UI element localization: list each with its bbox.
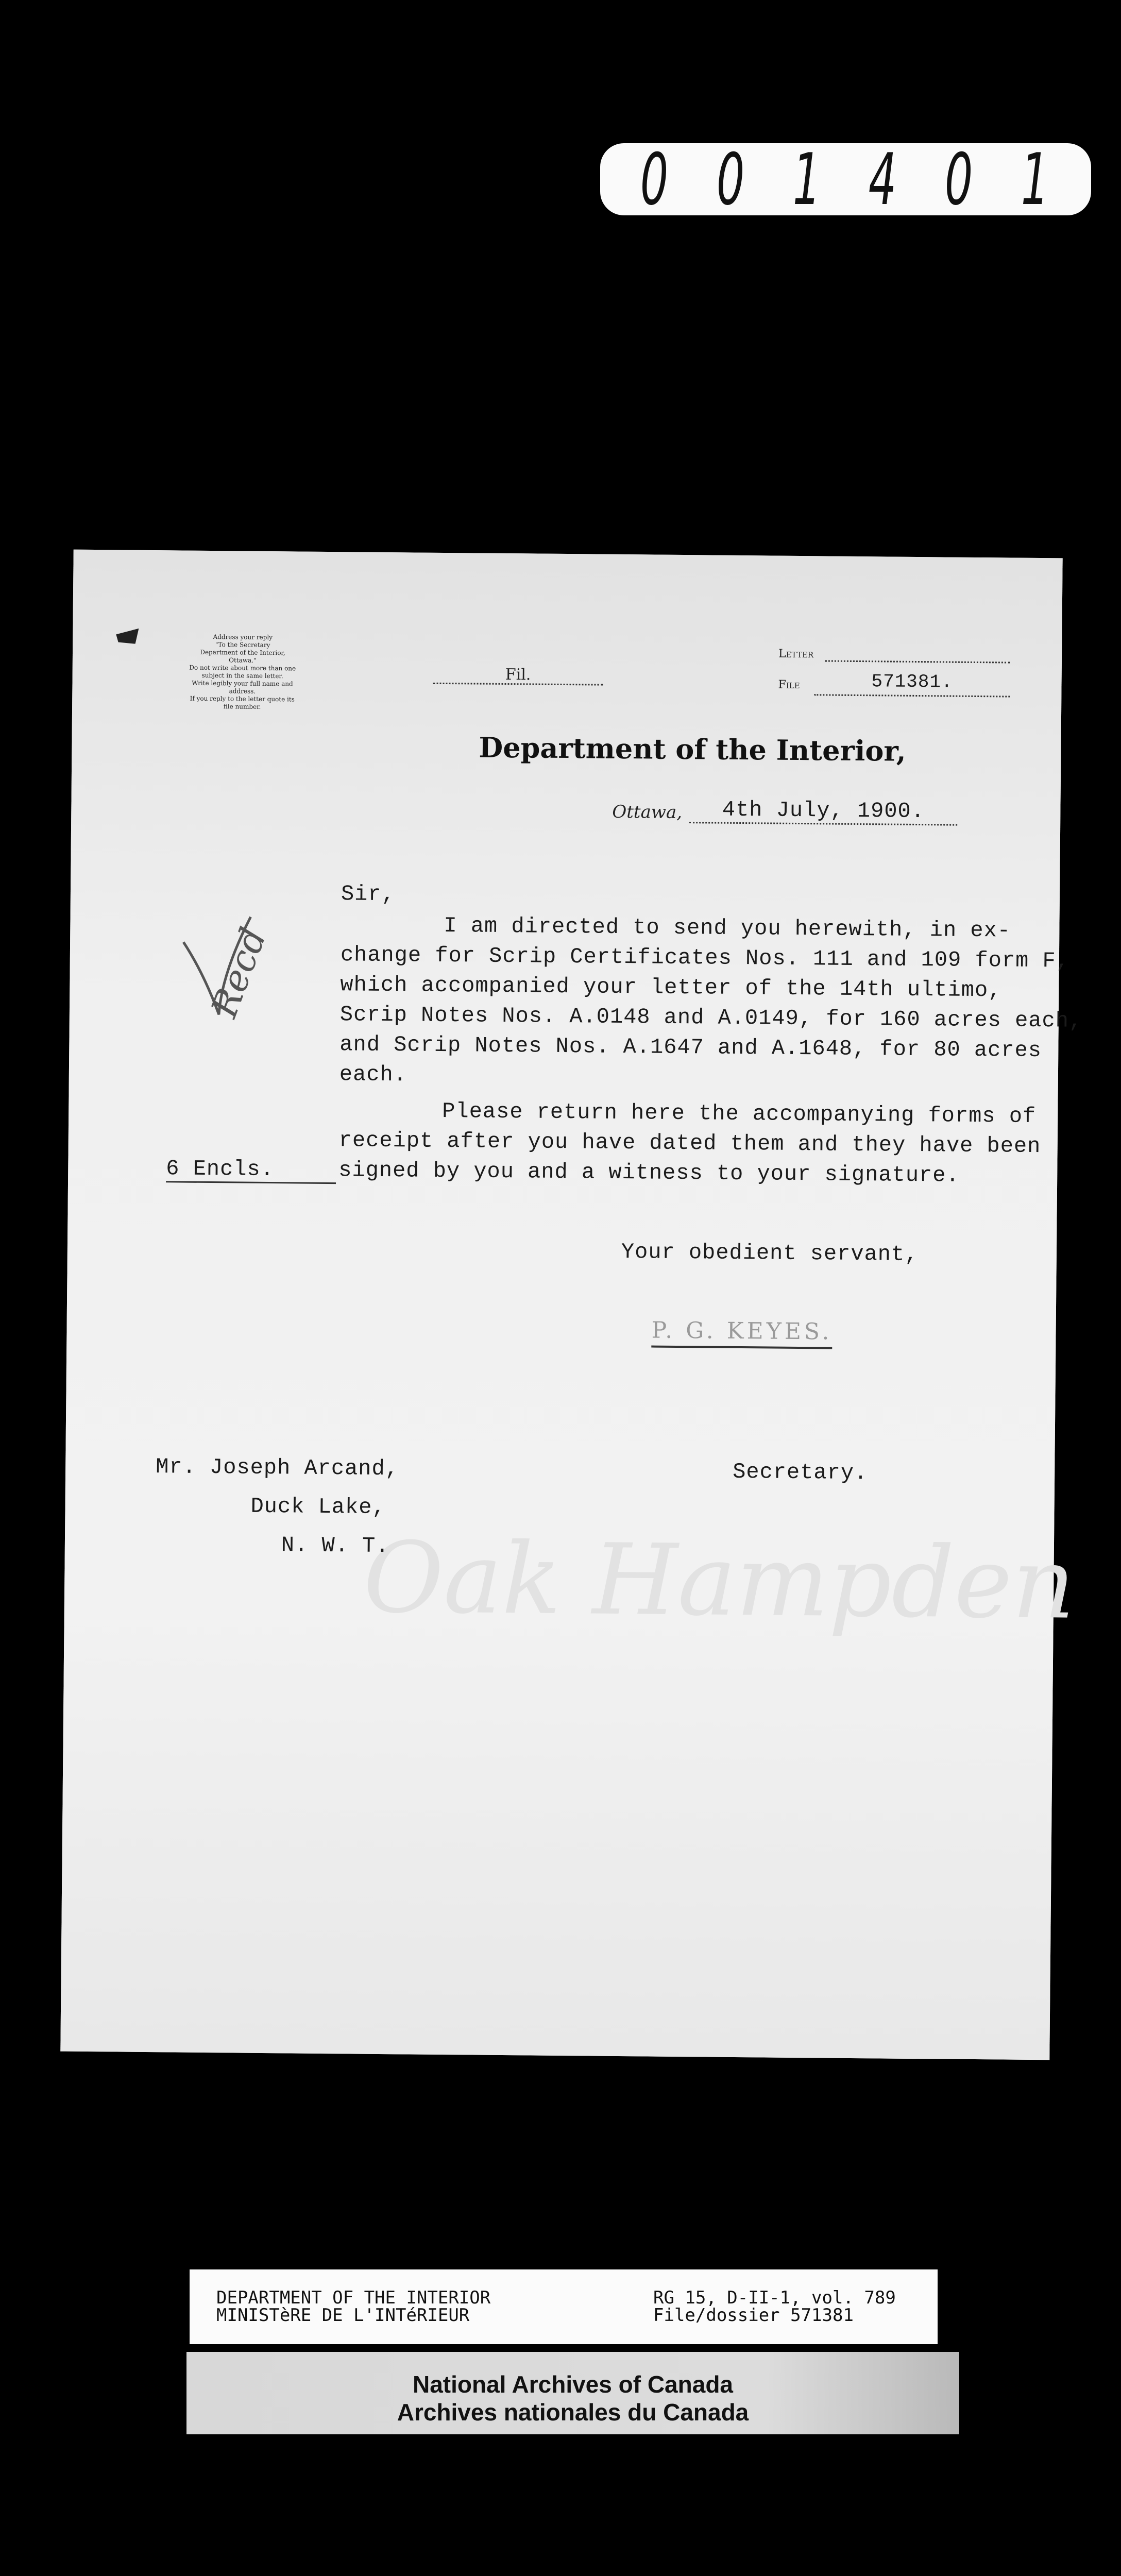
body-line: I am directed to send you herewith, in ex- bbox=[444, 913, 1011, 943]
archives-banner bbox=[186, 2352, 959, 2434]
letter-sheet bbox=[60, 550, 1083, 2060]
dept-en: DEPARTMENT OF THE INTERIOR bbox=[216, 2287, 491, 2308]
archive-reference-label bbox=[190, 2269, 938, 2344]
frame-digit: 1 bbox=[1021, 138, 1051, 221]
body-line: which accompanied your letter of the 14th ultimo, bbox=[340, 972, 1002, 1003]
frame-digit: 4 bbox=[869, 138, 899, 221]
file-blank: Fil. bbox=[433, 665, 603, 686]
reply-instructions: Address your reply "To the Secretary Department of the Interior, Ottawa." Do not write about more than one subject in the same letter. Write legibly your full name and address. If you reply to the letter quote its file number. bbox=[189, 633, 296, 710]
frame-digit: 0 bbox=[716, 138, 746, 221]
watermark: Oak Hampden bbox=[363, 1520, 1076, 1641]
frame-digit: 1 bbox=[792, 138, 823, 221]
file-label: File bbox=[778, 678, 800, 691]
body-line: and Scrip Notes Nos. A.1647 and A.1648, for 80 acres bbox=[339, 1032, 1042, 1063]
department-heading: Department of the Interior, bbox=[479, 731, 907, 768]
frame-digit: 0 bbox=[640, 138, 670, 221]
letter-date: 4th July, 1900. bbox=[689, 797, 957, 826]
dept-fr: MINISTèRE DE L'INTéRIEUR bbox=[216, 2305, 470, 2326]
body-line: Scrip Notes Nos. A.0148 and A.0149, for 160 acres each, bbox=[339, 1002, 1083, 1033]
signature-stamp: P. G. KEYES. bbox=[651, 1317, 832, 1349]
archives-name-en: National Archives of Canada bbox=[412, 2371, 733, 2398]
letter-body bbox=[337, 912, 1083, 1330]
closing: Your obedient servant, bbox=[621, 1240, 919, 1267]
body-line: Please return here the accompanying forms of bbox=[442, 1098, 1037, 1129]
file-number: 571381. bbox=[814, 670, 1010, 697]
archive-file-ref: File/dossier 571381 bbox=[653, 2305, 854, 2326]
archives-name-fr: Archives nationales du Canada bbox=[397, 2399, 749, 2426]
letter-label: Letter bbox=[778, 647, 814, 661]
body-line: each. bbox=[339, 1062, 407, 1088]
body-line: receipt after you have dated them and they have been bbox=[338, 1128, 1041, 1159]
body-line: change for Scrip Certificates Nos. 111 and 109 form F, bbox=[340, 942, 1070, 974]
enclosures-note: 6 Encls. bbox=[166, 1156, 336, 1184]
handwritten-check-icon bbox=[172, 911, 297, 1066]
frame-number bbox=[600, 138, 1091, 221]
frame-digit: 0 bbox=[945, 138, 975, 221]
salutation: Sir, bbox=[341, 882, 395, 907]
signer-title: Secretary. bbox=[732, 1459, 868, 1486]
archive-reference: RG 15, D-II-1, vol. 789 bbox=[653, 2287, 896, 2308]
recipient-name: Mr. Joseph Arcand, bbox=[156, 1454, 399, 1482]
body-line: signed by you and a witness to your signature. bbox=[338, 1158, 960, 1188]
place-label: Ottawa, bbox=[612, 801, 683, 823]
recipient-place: Duck Lake, bbox=[250, 1494, 386, 1520]
handwritten-note: Recd bbox=[202, 922, 275, 1023]
recipient-region: N. W. T. bbox=[281, 1533, 389, 1559]
